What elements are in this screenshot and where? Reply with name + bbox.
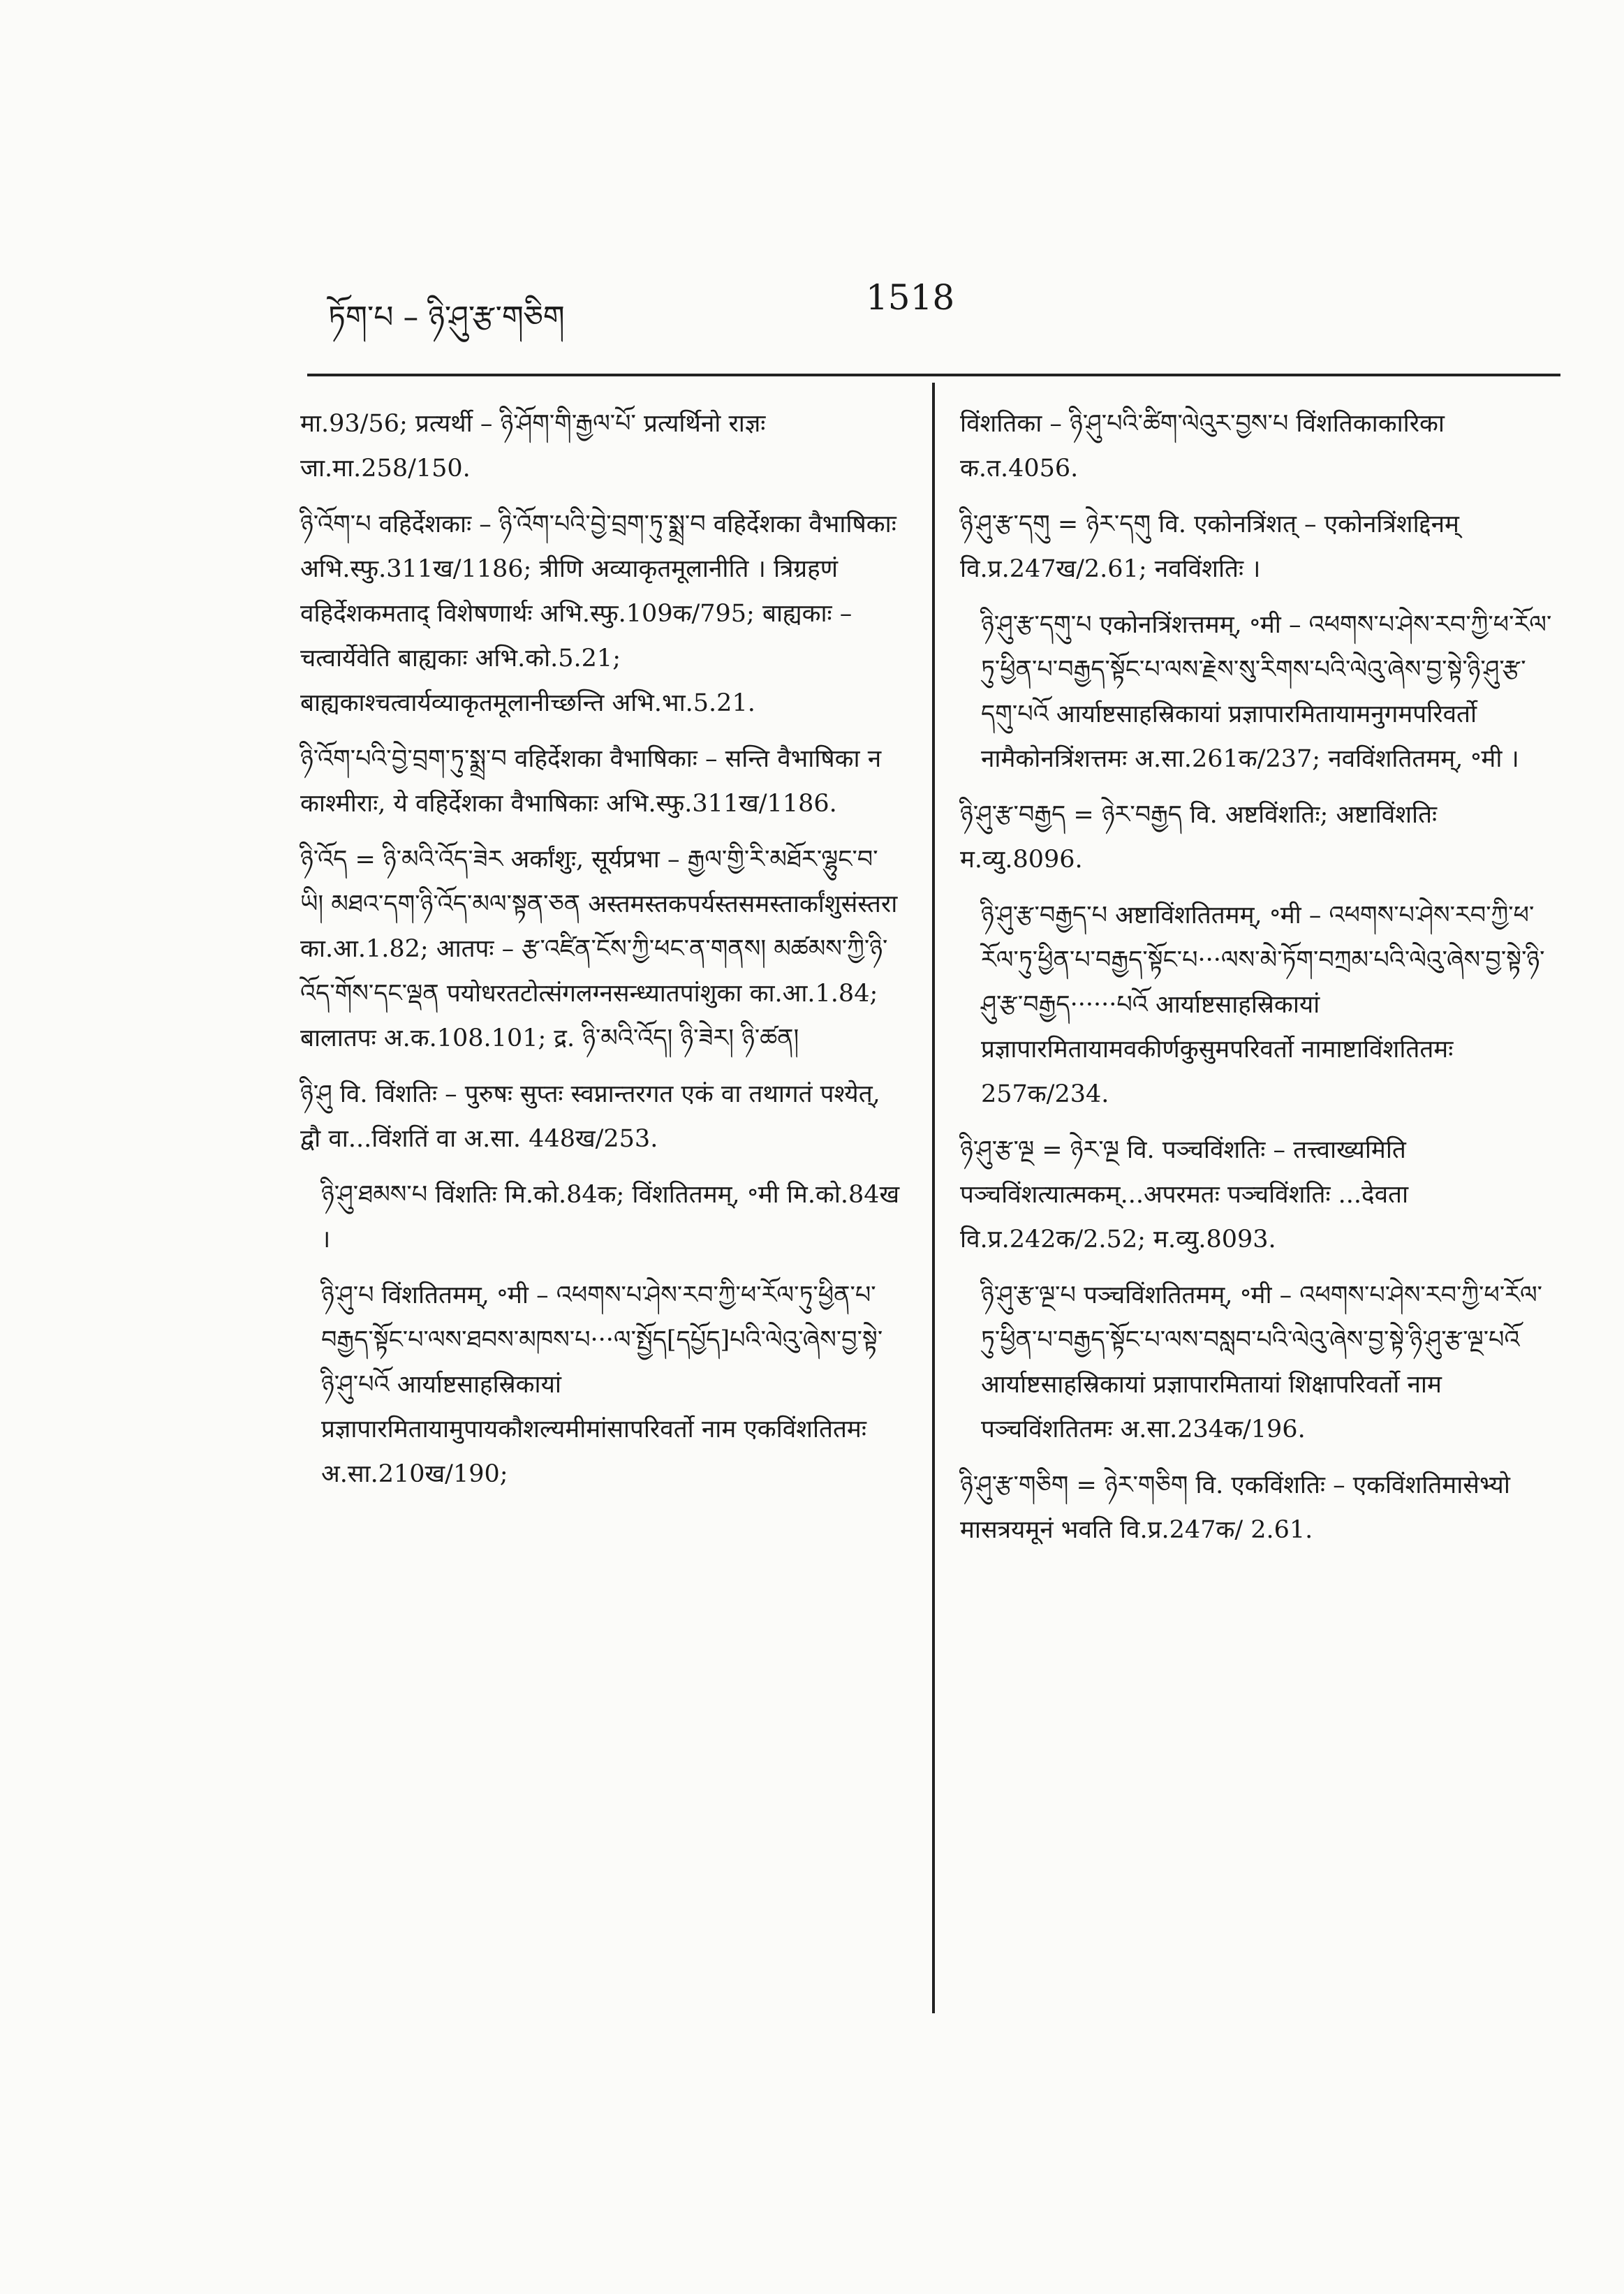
dictionary-entry: ཉི་ཤུ་རྩ་ལྔ = ཉེར་ལྔ वि. पञ्चविंशतिः – तत्त्वाख्यमिति पञ्चविंशत्यात्मकम्...अपरमतः पञ्चविंशतिः ...देवता वि.प्र.242क/2.52; म.व्यु.8093. xyxy=(960,1136,1409,1253)
dictionary-subentry: ཉི་ཤུ་ཐམས་པ विंशतिः मि.को.84क; विंशतितमम्, ॰मी मि.को.84ख । xyxy=(321,1181,900,1253)
dictionary-subentry: ཉི་ཤུ་རྩ་དགུ་པ एकोनत्रिंशत्तमम्, ॰मी – འཕགས་པ་ཤེས་རབ་ཀྱི་ཕ་རོལ་ཏུ་ཕྱིན་པ་བརྒྱད་སྟོང་པ་ལས་རྗེས་སུ་རིགས་པའི་ལེའུ་ཞེས་བྱ་སྟེ་ཉི་ཤུ་རྩ་དགུ་པའོ आर्याष्टसाहस्रिकायां प्रज्ञापारमितायामनुगमपरिवर्तो नामैकोनत्रिंशत्तमः अ.सा.261क/237; नवविंशतितमम्, ॰मी । xyxy=(981,611,1552,773)
column-divider xyxy=(932,383,935,2013)
dictionary-subentry: ཉི་ཤུ་པ विंशतितमम्, ॰मी – འཕགས་པ་ཤེས་རབ་ཀྱི་ཕ་རོལ་ཏུ་ཕྱིན་པ་བརྒྱད་སྟོང་པ་ལས་ཐབས་མཁས་པ···ལ་སྤྱོད[དཔྱོད]པའི་ལེའུ་ཞེས་བྱ་སྟེ་ཉི་ཤུ་པའོ आर्याष्टसाहस्रिकायां प्रज्ञापारमितायामुपायकौशल्यमीमांसापरिवर्तो नाम एकविंशतितमः अ.सा.210ख/190; xyxy=(321,1281,883,1488)
dictionary-subentry: ཉི་ཤུ་རྩ་ལྔ་པ पञ्चविंशतितमम्, ॰मी – འཕགས་པ་ཤེས་རབ་ཀྱི་ཕ་རོལ་ཏུ་ཕྱིན་པ་བརྒྱད་སྟོང་པ་ལས་བསླབ་པའི་ལེའུ་ཞེས་བྱ་སྟེ་ཉི་ཤུ་རྩ་ལྔ་པའོ आर्याष्टसाहस्रिकायां प्रज्ञापारमितायां शिक्षापरिवर्तो नाम पञ्चविंशतितमः अ.सा.234क/196. xyxy=(981,1281,1543,1443)
dictionary-entry: विंशतिका – ཉི་ཤུ་པའི་ཚིག་ལེའུར་བྱས་པ विंशतिकाकारिका क.त.4056. xyxy=(960,410,1445,483)
dictionary-entry: मा.93/56; प्रत्यर्थी – ཉི་ཤོག་གི་རྒྱལ་པོ་ प्रत्यर्थिनो राज्ञः जा.मा.258/150. xyxy=(300,410,766,483)
right-column xyxy=(960,402,1560,1564)
dictionary-entry: ཉི་ཤུ་རྩ་བརྒྱད = ཉེར་བརྒྱད वि. अष्टविंशतिः; अष्टाविंशतिः म.व्यु.8096. xyxy=(960,801,1438,874)
page-number: 1518 xyxy=(866,277,955,318)
dictionary-entry: ཉི་འོག་པ वहिर्देशकाः – ཉི་འོག་པའི་བྱེ་བྲག་ཏུ་སྨྲ་བ वहिर्देशका वैभाषिकाः अभि.स्फु.311ख/1186; त्रीणि अव्याकृतमूलानीति । त्रिग्रहणं वहिर्देशकमताद् विशेषणार्थः अभि.स्फु.109क/795; बाह्यकाः – चत्वार्येवेति बाह्यकाः अभि.को.5.21; बाह्यकाश्चत्वार्यव्याकृतमूलानीच्छन्ति अभि.भा.5.21. xyxy=(300,510,896,717)
page-header xyxy=(0,277,1624,335)
dictionary-entry: ཉི་ཤུ་རྩ་དགུ = ཉེར་དགུ वि. एकोनत्रिंशत् – एकोनत्रिंशद्दिनम् वि.प्र.247ख/2.61; नवविंशतिः । xyxy=(960,510,1459,583)
dictionary-entry: ཉི་འོག་པའི་བྱེ་བྲག་ཏུ་སྨྲ་བ वहिर्देशका वैभाषिकाः – सन्ति वैभाषिका न काश्मीराः, ये वहिर्देशका वैभाषिकाः अभि.स्फु.311ख/1186. xyxy=(300,745,882,818)
dictionary-subentry: ཉི་ཤུ་རྩ་བརྒྱད་པ अष्टाविंशतितमम्, ॰मी – འཕགས་པ་ཤེས་རབ་ཀྱི་ཕ་རོལ་ཏུ་ཕྱིན་པ་བརྒྱད་སྟོང་པ···ལས་མེ་ཏོག་བཀྲམ་པའི་ལེའུ་ཞེས་བྱ་སྟེ་ཉི་ཤུ་རྩ་བརྒྱད······པའོ आर्याष्टसाहस्रिकायां प्रज्ञापारमितायामवकीर्णकुसुमपरिवर्तो नामाष्टाविंशतितमः 257क/234. xyxy=(981,902,1545,1108)
dictionary-entry: ཉི་འོད = ཉི་མའི་འོད་ཟེར अर्कांशुः, सूर्यप्रभा – རྒྱལ་གྱི་རི་མཐོར་ལྷུང་བ་ཡི། མཐའ་དག་ཉི་འོད་མལ་སྟན་ཅན अस्तमस्तकपर्यस्तसमस्तार्कांशुसंस्तरा का.आ.1.82; आतपः – རྩ་འཛིན་ངོས་ཀྱི་ཕང་ན་གནས། མཚམས་ཀྱི་ཉི་འོད་གོས་དང་ལྡན पयोधरतटोत्संगलग्नसन्ध्यातपांशुका का.आ.1.84; बालातपः अ.क.108.101; द्र. ཉི་མའི་འོད། ཉི་ཟེར། ཉི་ཚན། xyxy=(300,846,898,1052)
running-head: ཏོག་པ – ཉི་ཤུ་རྩ་གཅིག xyxy=(328,300,565,335)
left-column xyxy=(300,402,901,1508)
dictionary-entry: ཉི་ཤུ वि. विंशतिः – पुरुषः सुप्तः स्वप्नान्तरगत एकं वा तथागतं पश्येत्, द्वौ वा...विंशतिं वा अ.सा. 448ख/253. xyxy=(300,1080,880,1153)
header-rule xyxy=(307,374,1560,376)
dictionary-entry: ཉི་ཤུ་རྩ་གཅིག = ཉེར་གཅིག वि. एकविंशतिः – एकविंशतिमासेभ्यो मासत्रयमूनं भवति वि.प्र.247क/ 2.61. xyxy=(960,1471,1510,1544)
